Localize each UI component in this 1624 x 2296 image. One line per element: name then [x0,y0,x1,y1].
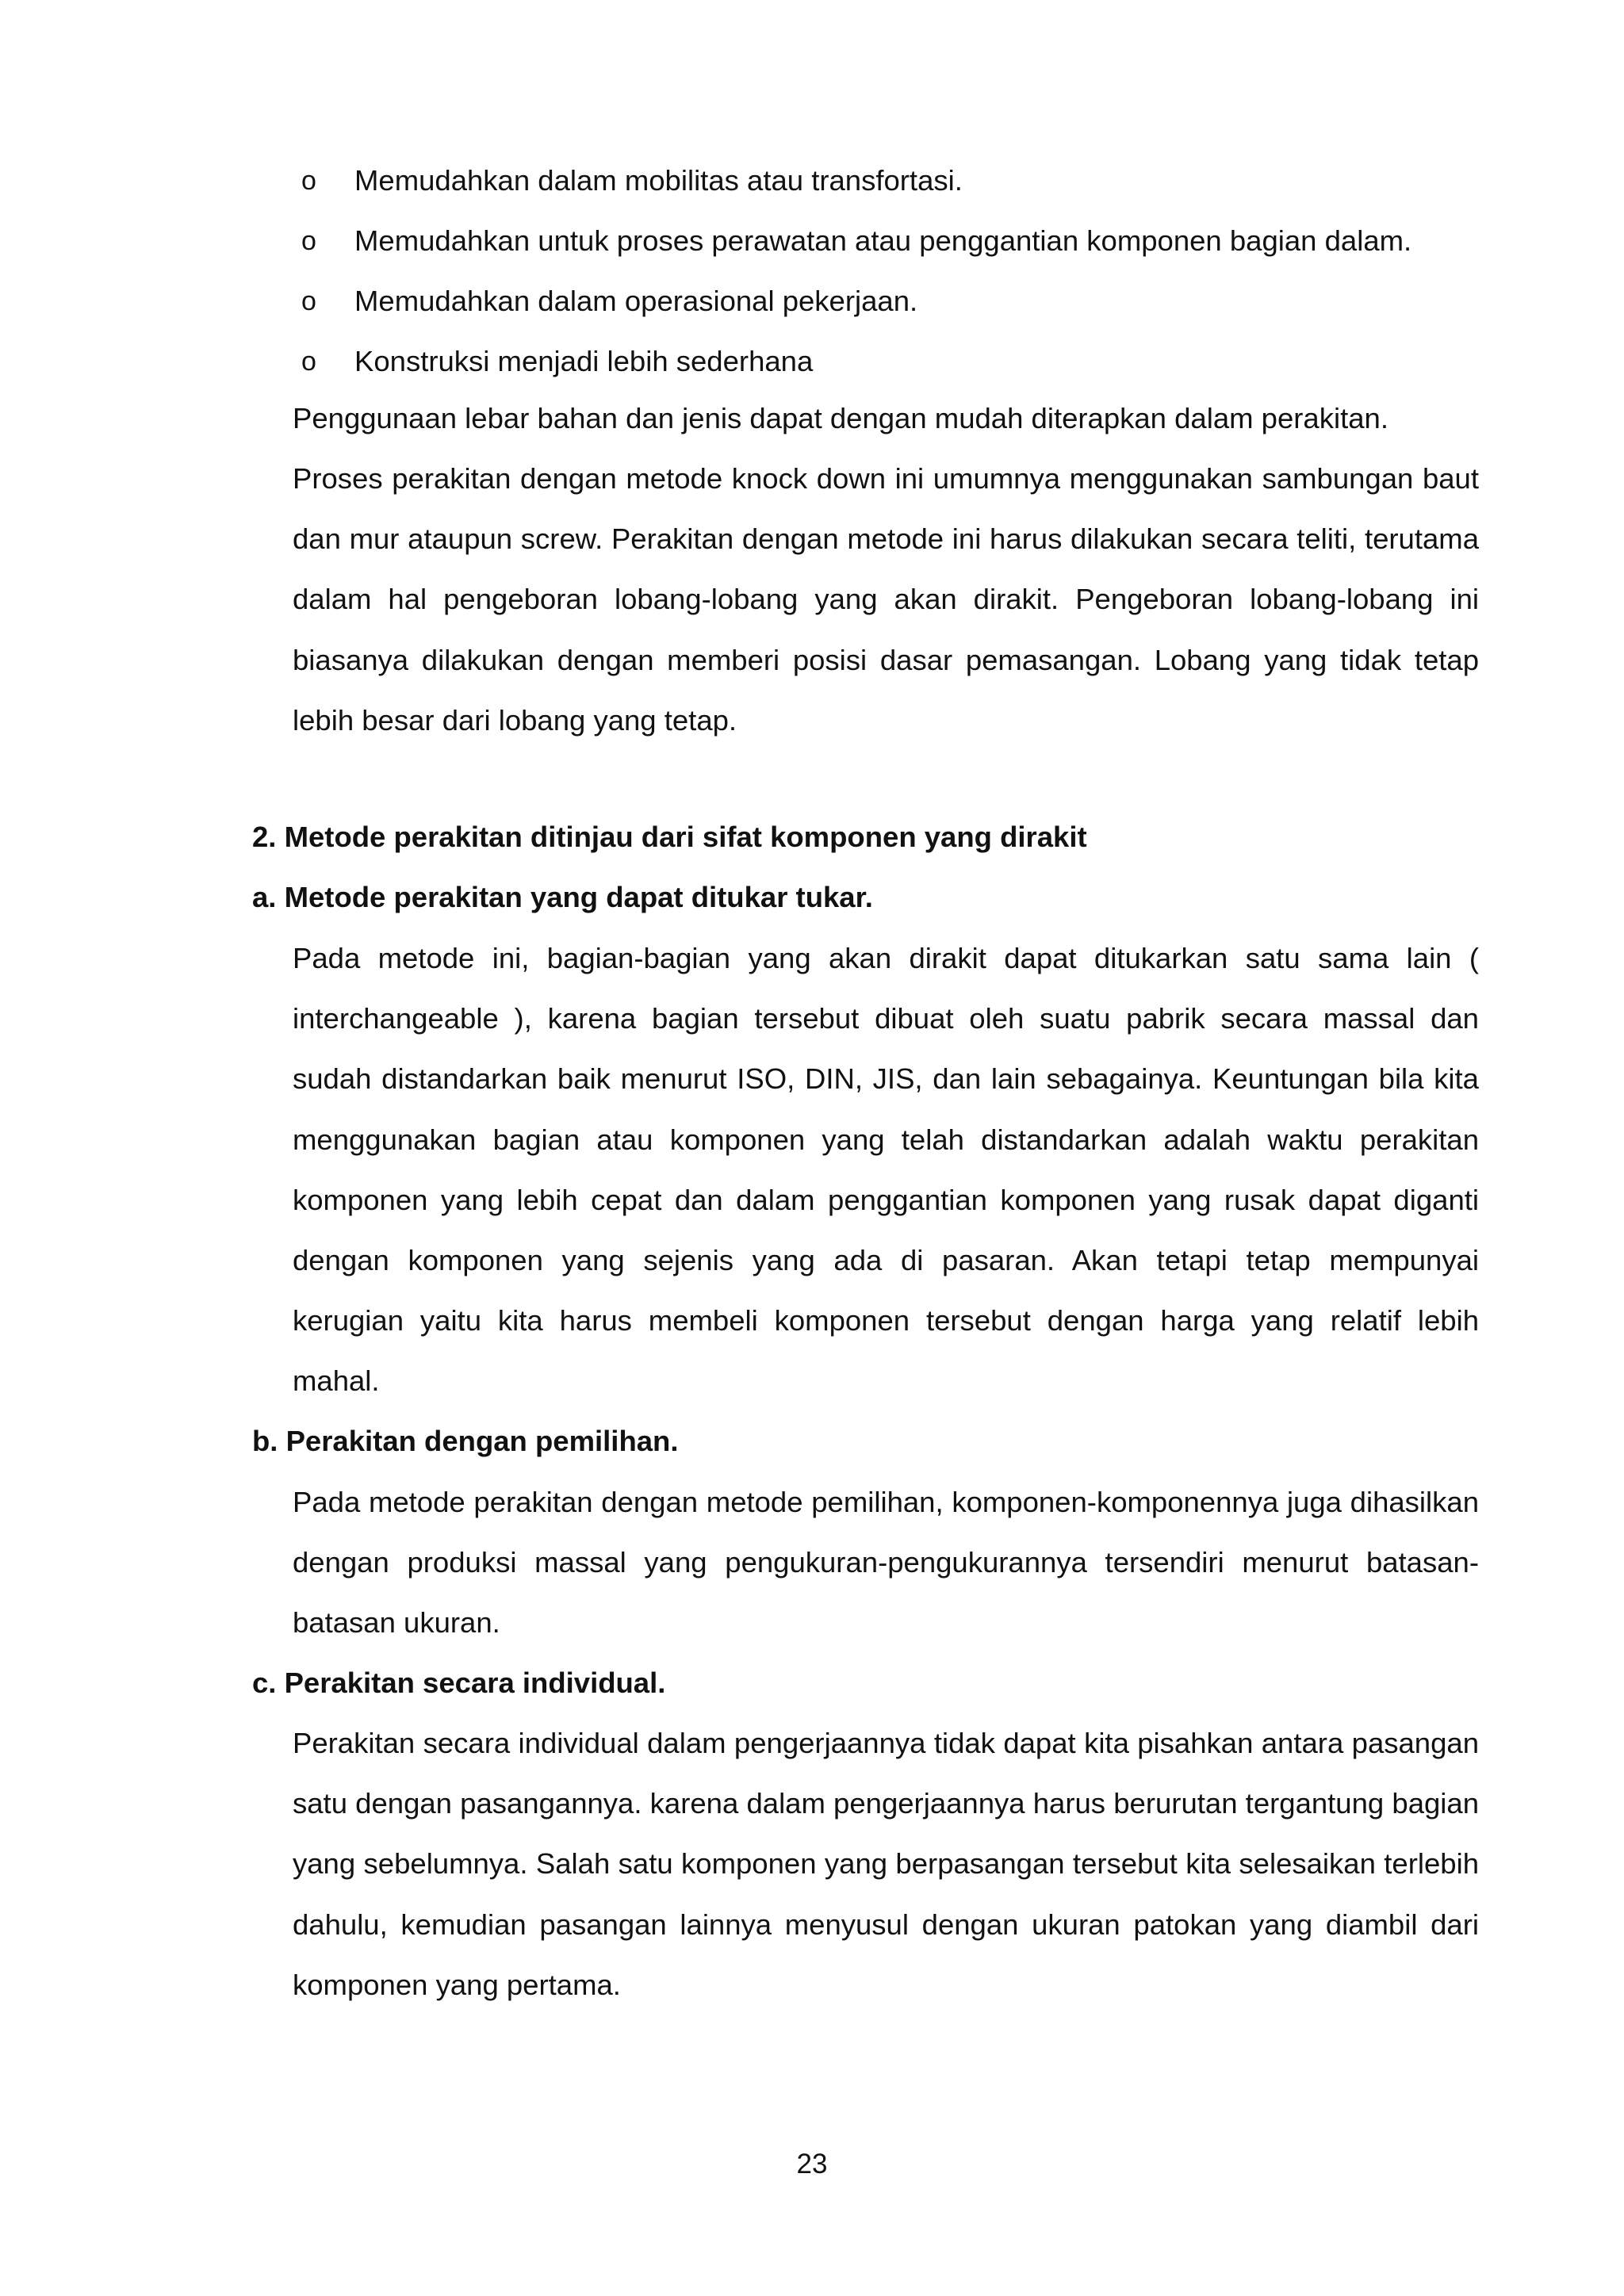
subheading-b: b. Perakitan dengan pemilihan. [252,1425,679,1457]
bullet-item [301,151,1491,211]
bullet-marker: o [301,166,316,196]
bullet-item [301,271,1491,331]
subheading-a: a. Metode perakitan yang dapat ditukar tukar. [252,881,873,913]
bullet-text: Konstruksi menjadi lebih sederhana [354,345,814,377]
paragraph-a: Pada metode ini, bagian-bagian yang akan dirakit dapat ditukarkan satu sama lain ( interchangeable ), karena bagian tersebut dibuat oleh suatu pabrik secara massal dan sudah distandarkan baik menurut ISO, DIN, JIS, dan lain sebagainya. Keuntungan bila kita menggunakan bagian atau komponen yang telah distandarkan adalah waktu perakitan komponen yang lebih cepat dan dalam penggantian komponen yang rusak dapat diganti dengan komponen yang sejenis yang ada di pasaran. Akan tetapi tetap mempunyai kerugian yaitu kita harus membeli komponen tersebut dengan harga yang relatif lebih mahal. [293,942,1479,1398]
advantages-bullet-list [301,151,1491,392]
bullet-text: Memudahkan dalam operasional pekerjaan. [354,285,918,317]
page-number: 23 [796,2149,828,2179]
paragraph-c: Perakitan secara individual dalam pengerjaannya tidak dapat kita pisahkan antara pasangan satu dengan pasangannya. karena dalam pengerjaannya harus berurutan tergantung bagian yang sebelumnya. Salah satu komponen yang berpasangan tersebut kita selesaikan terlebih dahulu, kemudian pasangan lainnya menyusul dengan ukuran patokan yang diambil dari komponen yang pertama. [293,1727,1479,2001]
paragraph-b: Pada metode perakitan dengan metode pemilihan, komponen-komponennya juga dihasilkan dengan produksi massal yang pengukuran-pengukurannya tersendiri menurut batasan-batasan ukuran. [293,1486,1479,1640]
subheading-c: c. Perakitan secara individual. [252,1667,666,1699]
bullet-marker: o [301,346,316,377]
bullet-item [301,331,1491,392]
bullet-text: Memudahkan untuk proses perawatan atau penggantian komponen bagian dalam. [354,224,1412,257]
paragraph-bahan: Penggunaan lebar bahan dan jenis dapat dengan mudah diterapkan dalam perakitan. [293,402,1388,434]
bullet-marker: o [301,286,316,316]
bullet-marker: o [301,226,316,256]
bullet-text: Memudahkan dalam mobilitas atau transfortasi. [354,164,963,197]
bullet-item [301,211,1491,271]
section-heading-2: 2. Metode perakitan ditinjau dari sifat komponen yang dirakit [252,821,1087,853]
paragraph-knock-down: Proses perakitan dengan metode knock down ini umumnya menggunakan sambungan baut dan mur ataupun screw. Perakitan dengan metode ini harus dilakukan secara teliti, terutama dalam hal pengeboran lobang-lobang yang akan dirakit. Pengeboran lobang-lobang ini biasanya dilakukan dengan memberi posisi dasar pemasangan. Lobang yang tidak tetap lebih besar dari lobang yang tetap. [293,462,1479,737]
